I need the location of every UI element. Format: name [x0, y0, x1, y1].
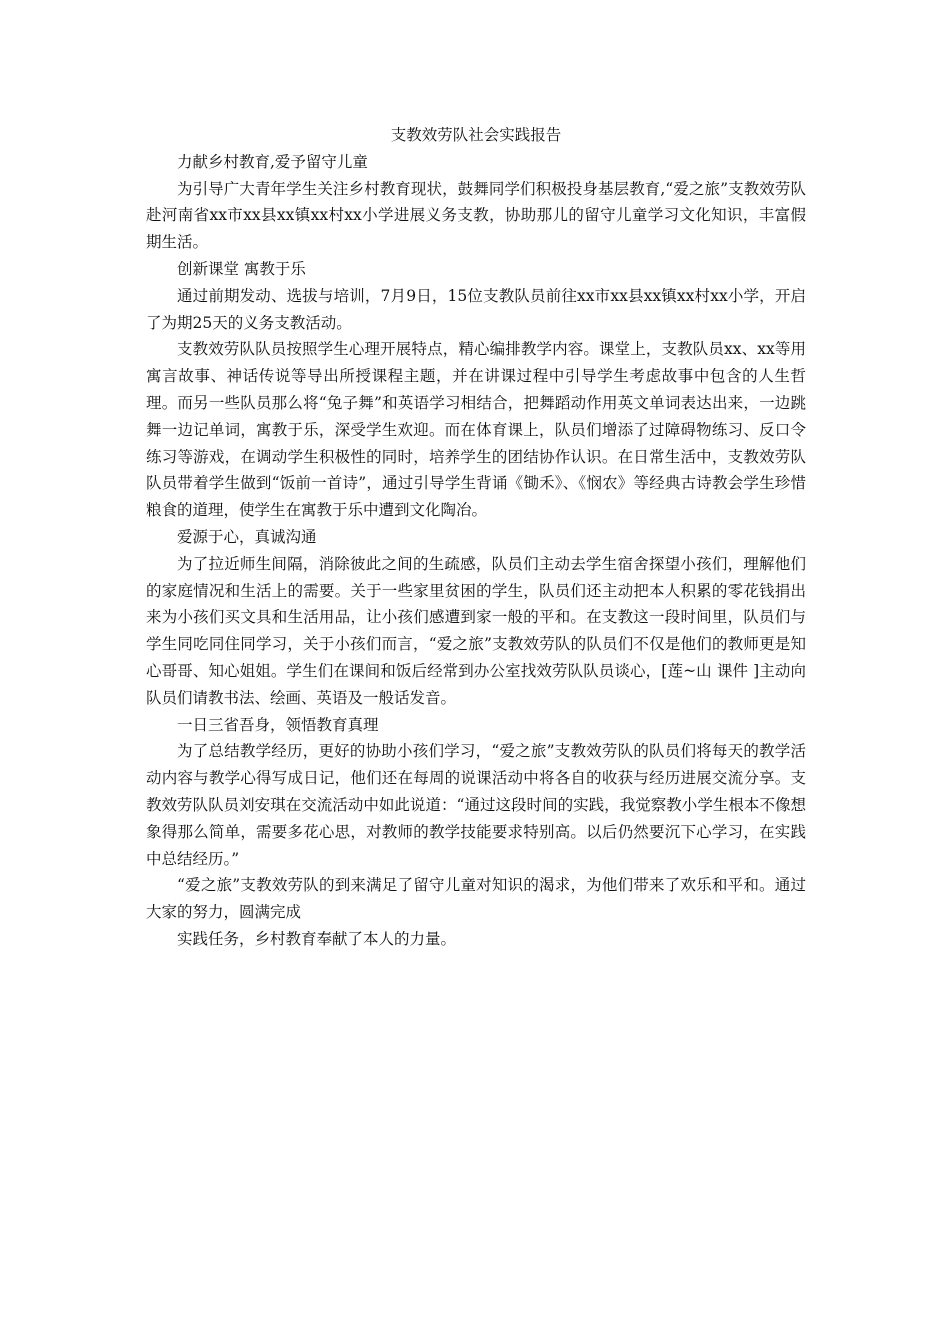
paragraph-summary: 为了总结教学经历，更好的协助小孩们学习，“爱之旅”支教效劳队的队员们将每天的教学活动内容与教学心得写成日记，他们还在每周的说课活动中将各自的收获与经历进展交流分享。支教效劳队队员刘安琪在交流活动中如此说道：“通过这段时间的实践，我觉察教小学生根本不像想象得那么简单，需要多花心思，对教师的教学技能要求特别高。以后仍然要沉下心学习，在实践中总结经历。” [146, 742, 806, 868]
subtitle: 力献乡村教育,爱予留守儿童 [177, 152, 368, 171]
document-body [146, 122, 806, 953]
section-heading-reflection: 一日三省吾身，领悟教育真理 [177, 715, 379, 734]
paragraph-launch: 通过前期发动、选拔与培训，7月9日，15位支教队员前往xx市xx县xx镇xx村xx小学，开启了为期25天的义务支教活动。 [146, 286, 806, 332]
document-title: 支教效劳队社会实践报告 [390, 126, 562, 144]
paragraph-care: 为了拉近师生间隔，消除彼此之间的生疏感，队员们主动去学生宿舍探望小孩们，理解他们的家庭情况和生活上的需要。关于一些家里贫困的学生，队员们还主动把本人积累的零花钱捐出来为小孩们买文具和生活用品，让小孩们感遭到家一般的平和。在支教这一段时间里，队员们与学生同吃同住同学习，关于小孩们而言，“爱之旅”支教效劳队的队员们不仅是他们的教师更是知心哥哥、知心姐姐。学生们在课间和饭后经常到办公室找效劳队队员谈心，[莲~山 课件 ]主动向队员们请教书法、绘画、英语及一般话发音。 [146, 554, 806, 707]
paragraph-intro: 为引导广大青年学生关注乡村教育现状，鼓舞同学们积极投身基层教育,“爱之旅”支教效劳队赴河南省xx市xx县xx镇xx村xx小学进展义务支教，协助那儿的留守儿童学习文化知识，丰富假期生活。 [146, 179, 806, 252]
section-heading-communication: 爱源于心，真诚沟通 [177, 527, 317, 546]
paragraph-closing: 实践任务，乡村教育奉献了本人的力量。 [177, 929, 457, 948]
paragraph-conclusion: “爱之旅”支教效劳队的到来满足了留守儿童对知识的渴求，为他们带来了欢乐和平和。通过大家的努力，圆满完成 [146, 876, 806, 922]
section-heading-classroom: 创新课堂 寓教于乐 [177, 259, 306, 278]
paragraph-teaching: 支教效劳队队员按照学生心理开展特点，精心编排教学内容。课堂上，支教队员xx、xx等用寓言故事、神话传说等导出所授课程主题，并在讲课过程中引导学生考虑故事中包含的人生哲理。而另一些队员那么将“兔子舞”和英语学习相结合，把舞蹈动作用英文单词表达出来，一边跳舞一边记单词，寓教于乐，深受学生欢迎。而在体育课上，队员们增添了过障碍物练习、反口令练习等游戏，在调动学生积极性的同时，培养学生的团结协作认识。在日常生活中，支教效劳队队员带着学生做到“饭前一首诗”，通过引导学生背诵《锄禾》、《悯农》等经典古诗教会学生珍惜粮食的道理，使学生在寓教于乐中遭到文化陶冶。 [146, 340, 806, 520]
